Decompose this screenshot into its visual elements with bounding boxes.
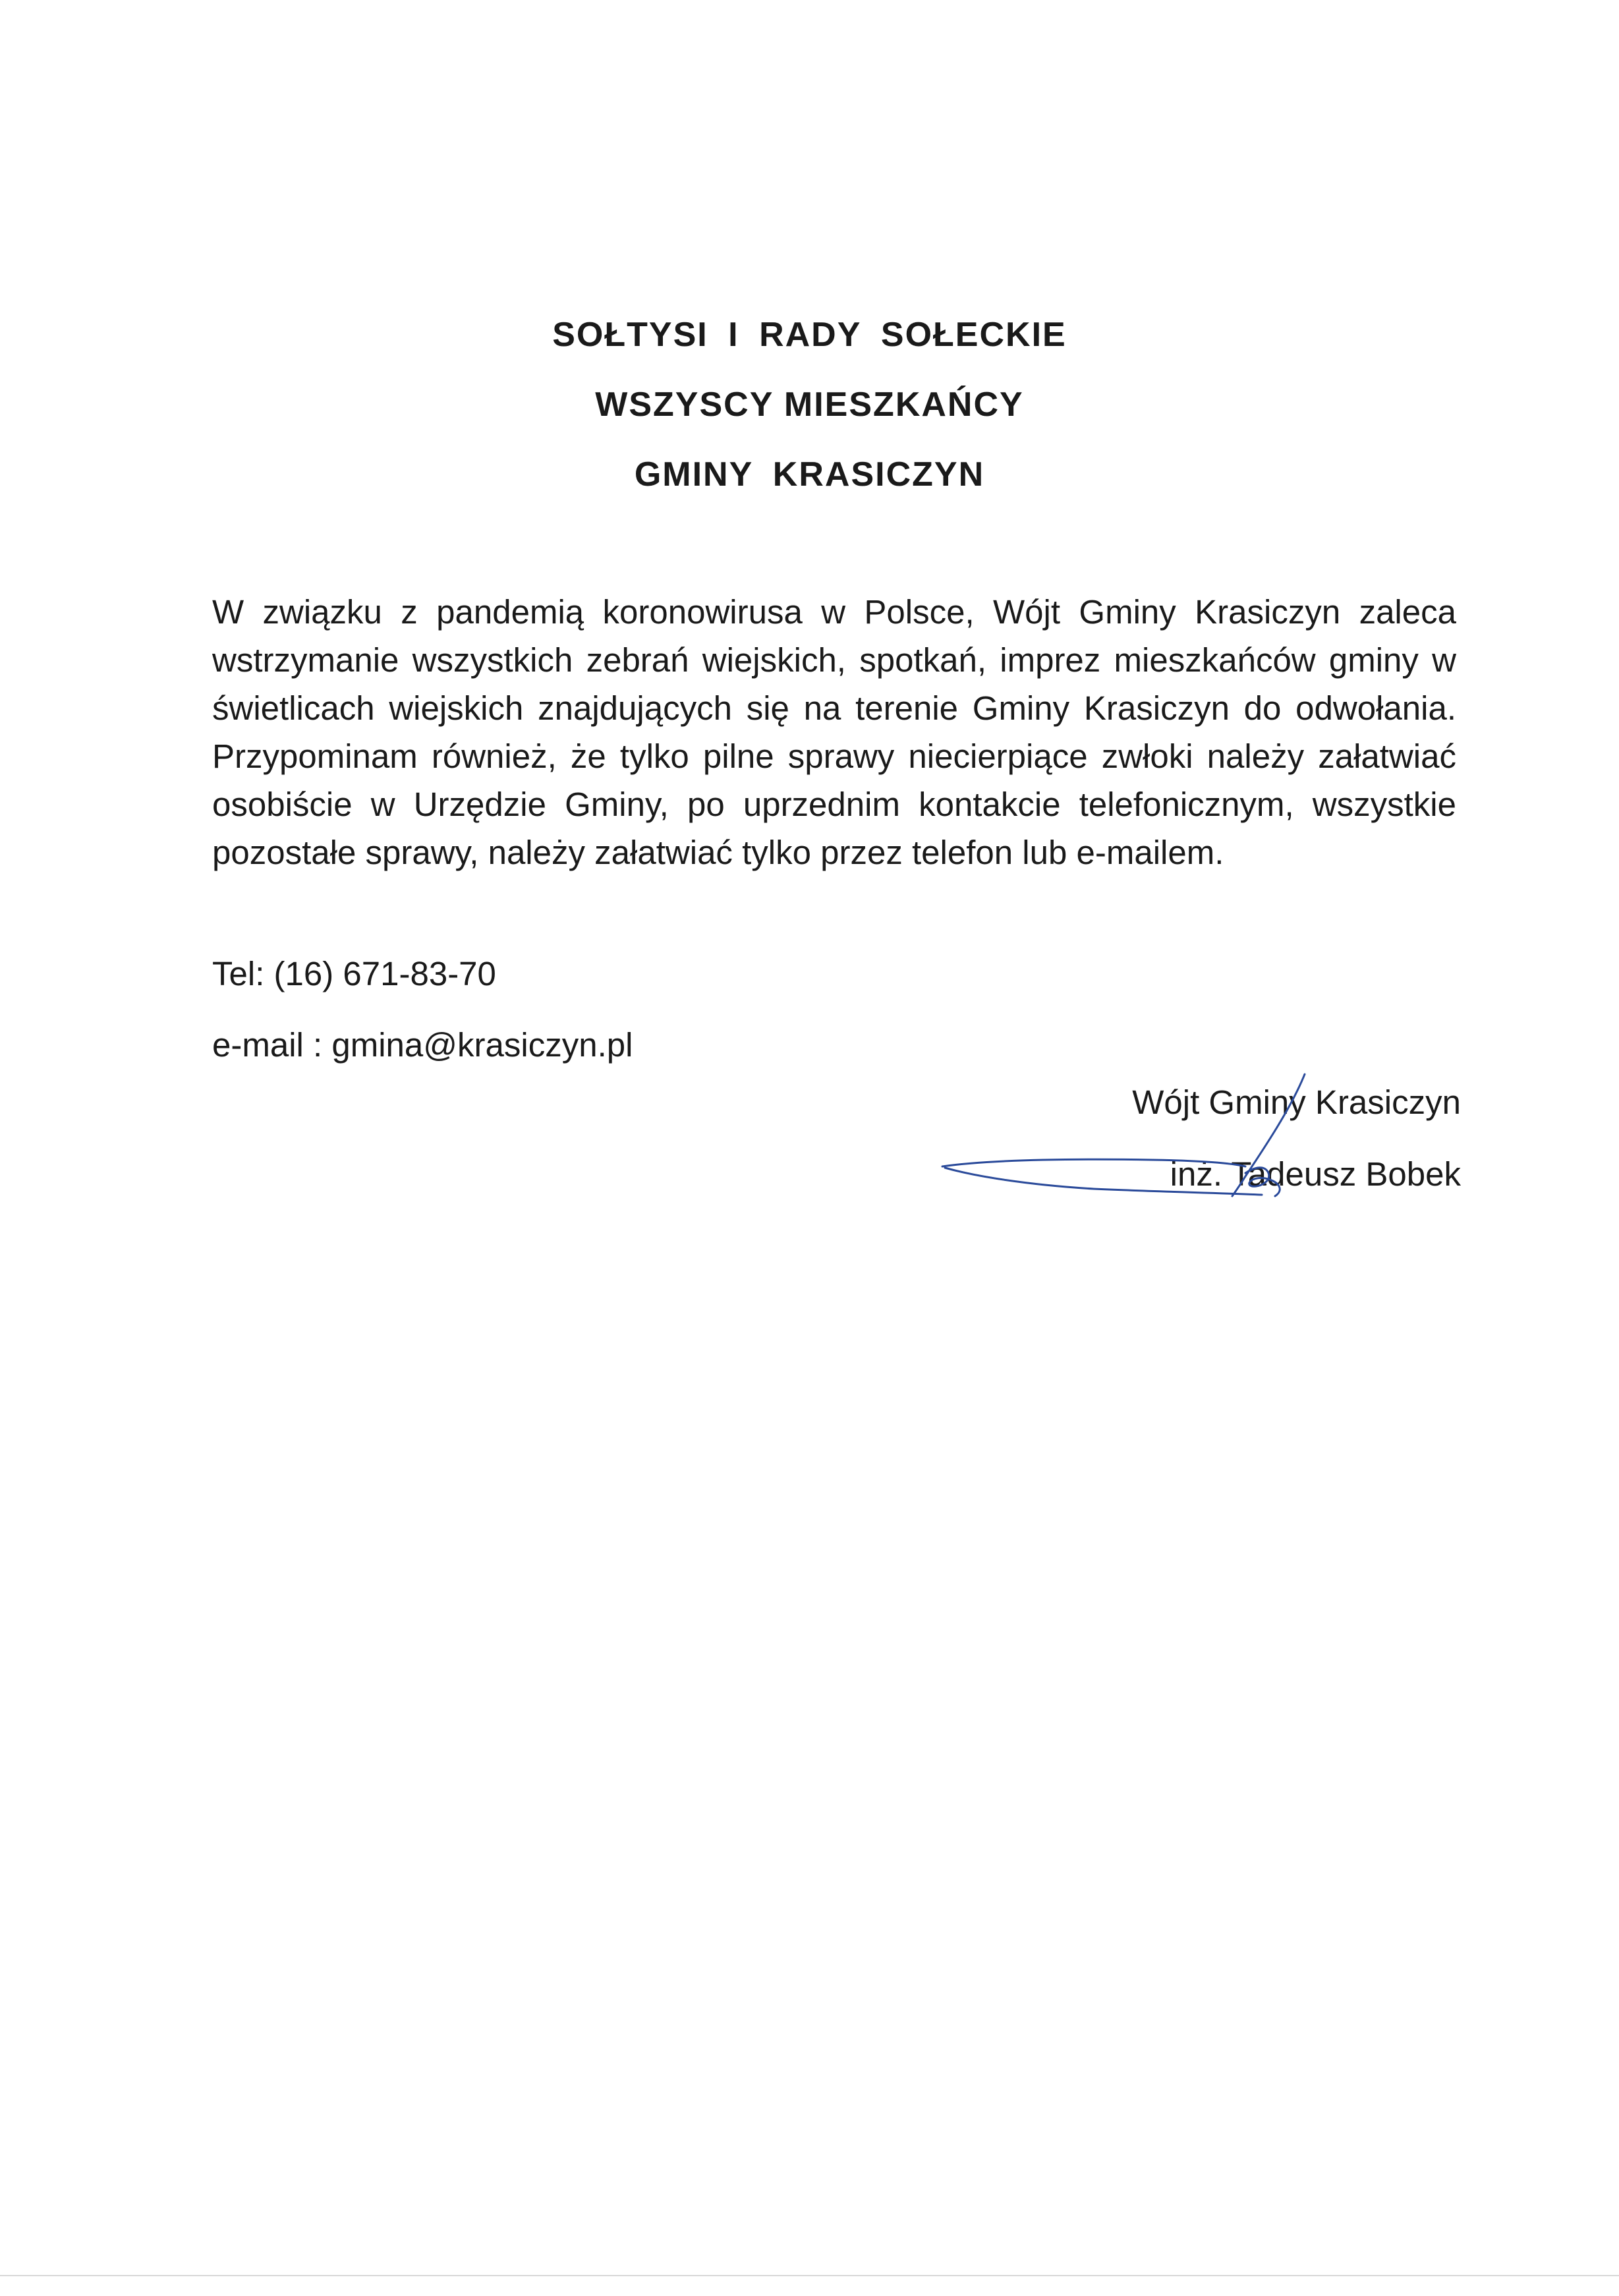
handwritten-signature — [936, 1061, 1357, 1219]
signatory-title: Wójt Gminy Krasiczyn — [1132, 1083, 1461, 1121]
heading-residents: WSZYSCY MIESZKAŃCY — [595, 386, 1024, 424]
email-address: e-mail : gmina@krasiczyn.pl — [212, 1026, 633, 1064]
heading-recipients: SOŁTYSI I RADY SOŁECKIE — [552, 316, 1067, 354]
heading-municipality: GMINY KRASICZYN — [634, 455, 985, 494]
announcement-paragraph: W związku z pandemią koronowirusa w Polsce, Wójt Gminy Krasiczyn zaleca wstrzymanie wszystkich zebrań wiejskich, spotkań, imprez mieszkańców gminy w świetlicach wiejskich znajdujących się na terenie Gminy Krasiczyn do odwołania. Przypominam również, że tylko pilne sprawy niecierpiące zwłoki należy załatwiać osobiście w Urzędzie Gminy, po uprzednim kontakcie telefonicznym, wszystkie pozostałe sprawy, należy załatwiać tylko przez telefon lub e-mailem. — [212, 593, 1456, 871]
signatory-name: inż. Tadeusz Bobek — [1170, 1155, 1461, 1193]
scan-edge-line — [0, 2275, 1619, 2276]
phone-number: Tel: (16) 671-83-70 — [212, 955, 496, 992]
